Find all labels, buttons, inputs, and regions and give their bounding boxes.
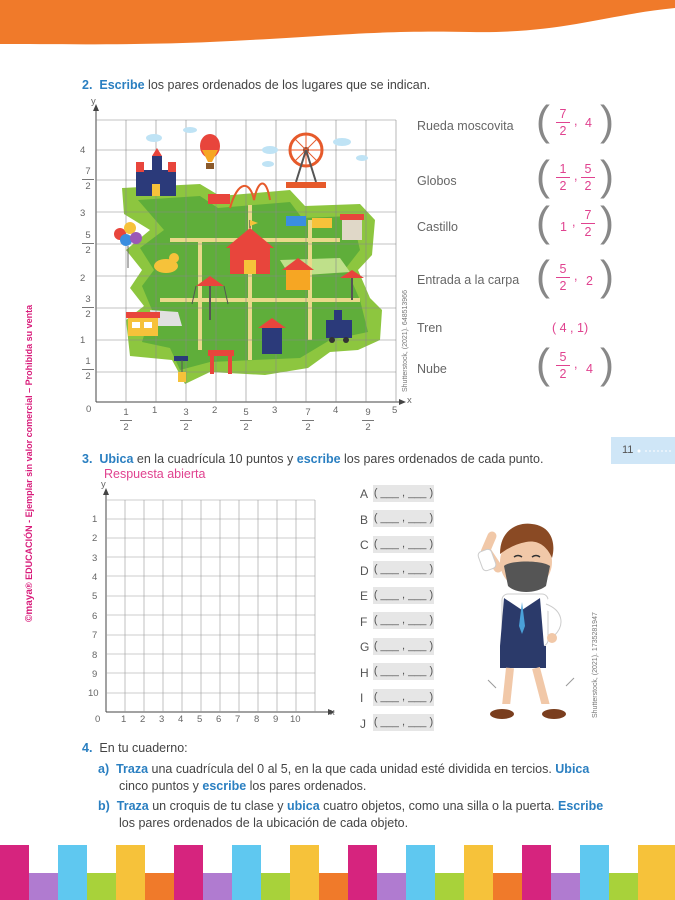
y-tick-3: 3 bbox=[80, 208, 86, 219]
x-frac-1-2: 1 2 bbox=[120, 407, 132, 434]
place-label-carpa: Entrada a la carpa bbox=[417, 273, 520, 287]
answer-globos: ( 1 2 , 5 2 ) bbox=[536, 152, 614, 199]
task4-heading: 4. En tu cuaderno: bbox=[82, 741, 188, 755]
grid3-x-10: 10 bbox=[290, 714, 301, 725]
point-label-g: G bbox=[360, 640, 370, 654]
x-frac-7-2: 7 2 bbox=[302, 407, 314, 434]
point-label-i: I bbox=[360, 691, 364, 705]
point-label-h: H bbox=[360, 666, 369, 680]
grid3-x-8: 8 bbox=[254, 714, 260, 725]
x-tick-1: 1 bbox=[152, 405, 158, 416]
grid3-y-7: 7 bbox=[92, 630, 98, 641]
x-tick-5: 5 bbox=[392, 405, 398, 416]
grid3-y-10: 10 bbox=[88, 688, 99, 699]
x-tick-3: 3 bbox=[272, 405, 278, 416]
dotted-line-icon bbox=[637, 449, 673, 453]
point-label-b: B bbox=[360, 513, 369, 527]
task4-item-a: a) Traza una cuadrícula del 0 al 5, en la que cada unidad esté dividida en tercios. Ubica bbox=[98, 762, 590, 776]
castle-icon bbox=[136, 148, 176, 196]
answer-rueda: ( 7 2 , 4 ) bbox=[536, 97, 614, 144]
x-frac-9-2: 9 2 bbox=[362, 407, 374, 434]
answer-tren: ( 4 , 1) bbox=[552, 321, 589, 335]
answer-castillo: ( 1 , 7 2 ) bbox=[536, 198, 614, 245]
pair-input-d[interactable]: ( ___ , ___ ) bbox=[373, 561, 434, 578]
grid3-y-9: 9 bbox=[92, 669, 98, 680]
place-label-castillo: Castillo bbox=[417, 220, 458, 234]
cloud-icons bbox=[146, 127, 368, 167]
y-tick-2: 2 bbox=[80, 273, 86, 284]
boy-image-credit: Shutterstock, (2021). 1735281947 bbox=[592, 612, 599, 718]
x-frac-3-2: 3 2 bbox=[180, 407, 192, 434]
pair-input-b[interactable]: ( ___ , ___ ) bbox=[373, 510, 434, 527]
x-tick-4: 4 bbox=[333, 405, 339, 416]
task2-heading: 2. Escribe los pares ordenados de los lugares que se indican. bbox=[82, 78, 431, 92]
grid3-axis-y-label: y bbox=[101, 479, 106, 490]
y-frac-1-2: 1 2 bbox=[82, 356, 94, 383]
pair-input-i[interactable]: ( ___ , ___ ) bbox=[373, 689, 434, 706]
grid3-y-1: 1 bbox=[92, 514, 98, 525]
pair-input-f[interactable]: ( ___ , ___ ) bbox=[373, 612, 434, 629]
grid3-x-9: 9 bbox=[273, 714, 279, 725]
y-tick-1: 1 bbox=[80, 335, 86, 346]
answer-carpa: ( 5 2 , 2 ) bbox=[536, 252, 614, 299]
grid3-x-5: 5 bbox=[197, 714, 203, 725]
y-frac-3-2: 3 2 bbox=[82, 294, 94, 321]
boy-with-mask-illustration bbox=[470, 510, 580, 730]
tram-icon bbox=[126, 312, 160, 336]
place-label-tren: Tren bbox=[417, 321, 443, 335]
park-image-credit: Shutterstock, (2021). 648513966 bbox=[402, 290, 409, 392]
answer-nube: ( 5 2 , 4 ) bbox=[536, 340, 614, 387]
bottom-stripes-decoration bbox=[0, 845, 675, 900]
grid3-y-8: 8 bbox=[92, 650, 98, 661]
grid3-x-7: 7 bbox=[235, 714, 241, 725]
grid3-x-6: 6 bbox=[216, 714, 222, 725]
place-label-rueda: Rueda moscovita bbox=[417, 119, 514, 133]
pair-input-c[interactable]: ( ___ , ___ ) bbox=[373, 536, 434, 553]
place-label-globos: Globos bbox=[417, 174, 457, 188]
task4-item-a-line2: cinco puntos y escribe los pares ordenados. bbox=[119, 779, 367, 793]
grid3-y-3: 3 bbox=[92, 553, 98, 564]
grid3-x-4: 4 bbox=[178, 714, 184, 725]
balloon-icon bbox=[200, 134, 220, 169]
point-label-j: J bbox=[360, 717, 366, 731]
task3-heading: 3. Ubica en la cuadrícula 10 puntos y escribe los pares ordenados de cada punto. bbox=[82, 452, 544, 466]
side-credit: ©maya® EDUCACIÓN - Ejemplar sin valor comercial – Prohibida su venta bbox=[24, 304, 35, 622]
axis-x-label: x bbox=[407, 395, 412, 406]
point-label-e: E bbox=[360, 589, 369, 603]
park-map-grid bbox=[90, 100, 410, 410]
task3-note: Respuesta abierta bbox=[104, 467, 206, 481]
grid3-x-2: 2 bbox=[140, 714, 146, 725]
task4-item-b-line2: los pares ordenados de la ubicación de cada objeto. bbox=[119, 816, 409, 830]
place-label-nube: Nube bbox=[417, 362, 447, 376]
pair-input-j[interactable]: ( ___ , ___ ) bbox=[373, 714, 434, 731]
page-number: 11 bbox=[622, 444, 634, 456]
grid3-y-2: 2 bbox=[92, 533, 98, 544]
point-label-a: A bbox=[360, 487, 369, 501]
y-frac-5-2: 5 2 bbox=[82, 230, 94, 257]
grid3-y-4: 4 bbox=[92, 572, 98, 583]
pair-input-h[interactable]: ( ___ , ___ ) bbox=[373, 663, 434, 680]
y-frac-7-2: 7 2 bbox=[82, 166, 94, 193]
page-number-tab bbox=[611, 437, 675, 464]
grid3-y-5: 5 bbox=[92, 591, 98, 602]
axis-y-label: y bbox=[91, 96, 96, 107]
brand-logo-text: ©maya bbox=[24, 589, 35, 622]
origin-label: 0 bbox=[86, 404, 92, 415]
pair-input-e[interactable]: ( ___ , ___ ) bbox=[373, 587, 434, 604]
point-label-c: C bbox=[360, 538, 369, 552]
ticket-booth-icon bbox=[340, 214, 364, 240]
task4-item-b: b) Traza un croquis de tu clase y ubica cuatro objetos, como una silla o la puerta. Escribe bbox=[98, 799, 604, 813]
x-frac-5-2: 5 2 bbox=[240, 407, 252, 434]
pair-input-a[interactable]: ( ___ , ___ ) bbox=[373, 485, 434, 502]
pair-input-g[interactable]: ( ___ , ___ ) bbox=[373, 638, 434, 655]
grid3-y-6: 6 bbox=[92, 611, 98, 622]
x-tick-2: 2 bbox=[212, 405, 218, 416]
y-tick-4: 4 bbox=[80, 145, 86, 156]
point-label-f: F bbox=[360, 615, 368, 629]
point-label-d: D bbox=[360, 564, 369, 578]
grid3-x-1: 1 bbox=[121, 714, 127, 725]
grid3-x-3: 3 bbox=[159, 714, 165, 725]
train-car-icon bbox=[208, 194, 230, 204]
top-wave-decoration bbox=[0, 0, 675, 60]
blank-grid[interactable] bbox=[100, 488, 335, 720]
grid3-origin: 0 bbox=[95, 714, 101, 725]
